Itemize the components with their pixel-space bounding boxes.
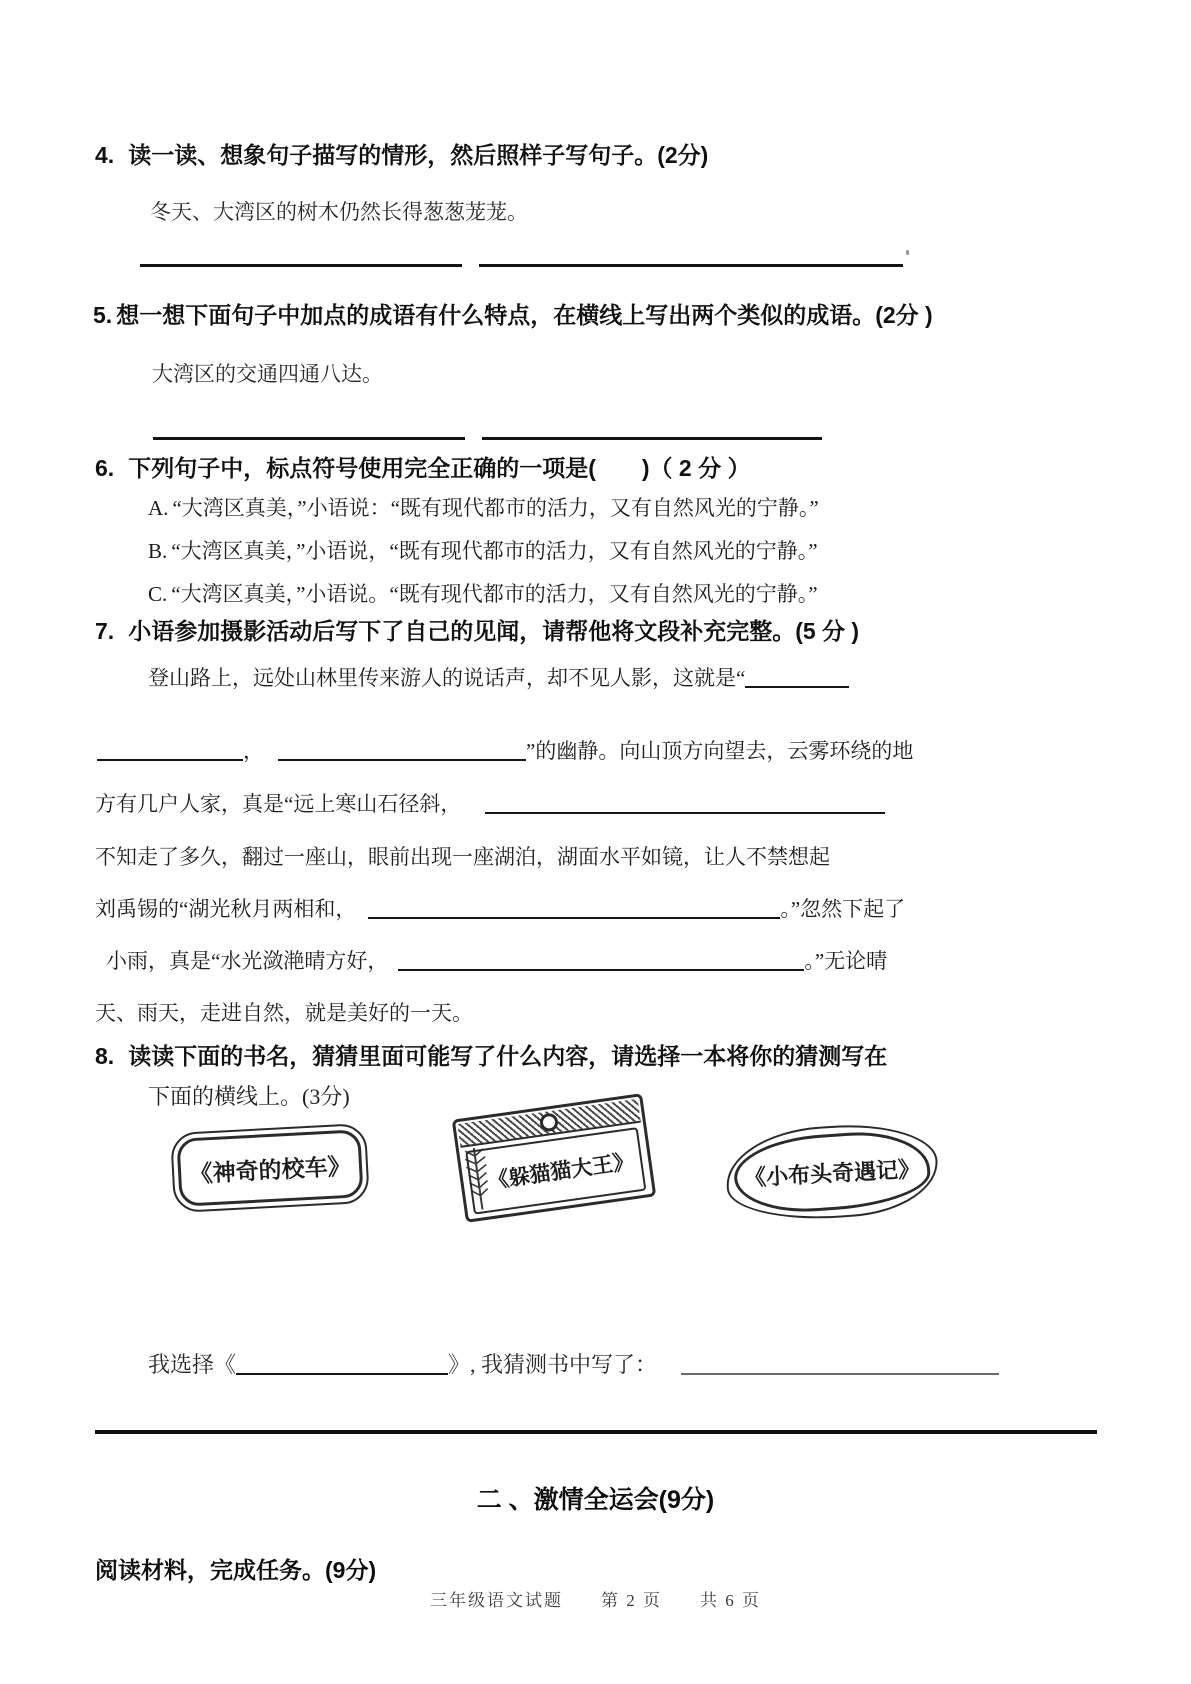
line-5-text-end: 。”忽然下起了 [780, 897, 906, 921]
question-7-line-3 [95, 788, 885, 818]
choose-prefix: 我选择《 [148, 1352, 237, 1377]
book-title: 《神奇的校车》 [189, 1152, 352, 1187]
question-8-text-line-1: 读读下面的书名，猜猜里面可能写了什么内容，请选择一本将你的猜测写在 [128, 1043, 888, 1069]
question-8-number: 8. [95, 1043, 115, 1069]
scan-artifact [906, 250, 909, 255]
question-6-number: 6. [95, 455, 115, 481]
option-b-text: “大湾区真美，”小语说，“既有现代都市的活力，又有自然风光的宁静。” [171, 539, 818, 563]
question-5-title [93, 297, 933, 330]
option-a-label: A. [148, 496, 169, 520]
question-4-title [95, 137, 708, 170]
fill-blank [485, 796, 885, 814]
question-7-line-4: 不知走了多久，翻过一座山，眼前出现一座湖泊，湖面水平如镜，让人不禁想起 [95, 845, 830, 869]
fill-blank [236, 1357, 448, 1375]
book-badge-magic-school-bus [170, 1123, 370, 1213]
question-7-text: 小语参加摄影活动后写下了自己的见闻，请帮他将文段补充完整。(5 分 ) [128, 618, 860, 644]
line-3-text: 方有几户人家，真是“远上寒山石径斜， [95, 792, 462, 816]
line-5-text-start: 刘禹锡的“湖光秋月两相和， [95, 897, 357, 921]
question-6-option-a [148, 492, 819, 522]
question-4-number: 4. [95, 142, 115, 168]
question-6-option-c [148, 578, 818, 608]
option-c-label: C. [148, 582, 168, 606]
fill-blank [398, 953, 804, 971]
option-b-label: B. [148, 539, 168, 563]
question-7-line-6 [106, 945, 887, 975]
answer-blank [153, 420, 465, 440]
fill-blank [368, 901, 780, 919]
badge-inner-frame [176, 1129, 363, 1207]
line-2-text: ”的幽静。向山顶方向望去，云雾环绕的地 [526, 739, 914, 763]
section-2-heading: 二 、激情全运会(9分) [476, 1486, 715, 1514]
answer-blank [140, 247, 462, 267]
book-badge-hide-and-seek-king [452, 1093, 657, 1223]
line-6-text-start: 小雨，真是“水光潋滟晴方好， [106, 949, 389, 973]
choose-mid: 》, 我猜测书中写了： [448, 1352, 658, 1377]
option-a-text: “大湾区真美，”小语说：“既有现代都市的活力，又有自然风光的宁静。” [172, 496, 819, 520]
line-2-separator: ， [243, 739, 264, 763]
question-5-text: 想一想下面句子中加点的成语有什么特点，在横线上写出两个类似的成语。(2分 ) [116, 302, 933, 328]
fill-blank [681, 1357, 999, 1375]
question-8-title [95, 1038, 887, 1071]
section-divider [95, 1430, 1097, 1434]
question-4-text: 读一读、想象句子描写的情形，然后照样子写句子。(2分) [128, 142, 709, 168]
question-4-example: 冬天、大湾区的树木仍然长得葱葱茏茏。 [150, 200, 528, 224]
line-6-text-end: 。”无论晴 [804, 949, 888, 973]
answer-blank [482, 420, 822, 440]
question-7-number: 7. [95, 618, 115, 644]
book-title: 《躲猫猫大王》 [486, 1150, 636, 1194]
book-title: 《小布头奇遇记》 [743, 1155, 921, 1191]
page-footer: 三年级语文试题 第 2 页 共 6 页 [430, 1591, 761, 1610]
question-6-option-b [148, 535, 818, 565]
fill-blank [97, 743, 243, 761]
question-7-title [95, 613, 859, 646]
badge-inner-frame [732, 1127, 933, 1216]
question-8-text-line-2: 下面的横线上。(3分) [148, 1084, 350, 1109]
section-2-subheading: 阅读材料，完成任务。(9分) [95, 1557, 377, 1583]
line-1-text: 登山路上，远处山林里传来游人的说话声，却不见人影，这就是“ [148, 666, 746, 690]
question-7-line-5 [95, 893, 905, 923]
question-6-title [95, 450, 750, 483]
question-5-number: 5. [93, 302, 113, 328]
answer-blank [479, 247, 903, 267]
question-8-choose-line [148, 1348, 999, 1379]
option-c-text: “大湾区真美，”小语说。“既有现代都市的活力，又有自然风光的宁静。” [171, 582, 818, 606]
fill-blank [745, 670, 849, 688]
question-7-line-7: 天、雨天，走进自然，就是美好的一天。 [95, 1001, 473, 1025]
question-7-line-2 [97, 735, 913, 765]
question-5-example: 大湾区的交通四通八达。 [152, 362, 383, 386]
fill-blank [278, 743, 526, 761]
question-6-text: 下列句子中，标点符号使用完全正确的一项是( )（ 2 分 ） [128, 455, 751, 481]
question-7-line-1 [148, 662, 849, 692]
book-badge-little-cloth-head [723, 1119, 941, 1226]
